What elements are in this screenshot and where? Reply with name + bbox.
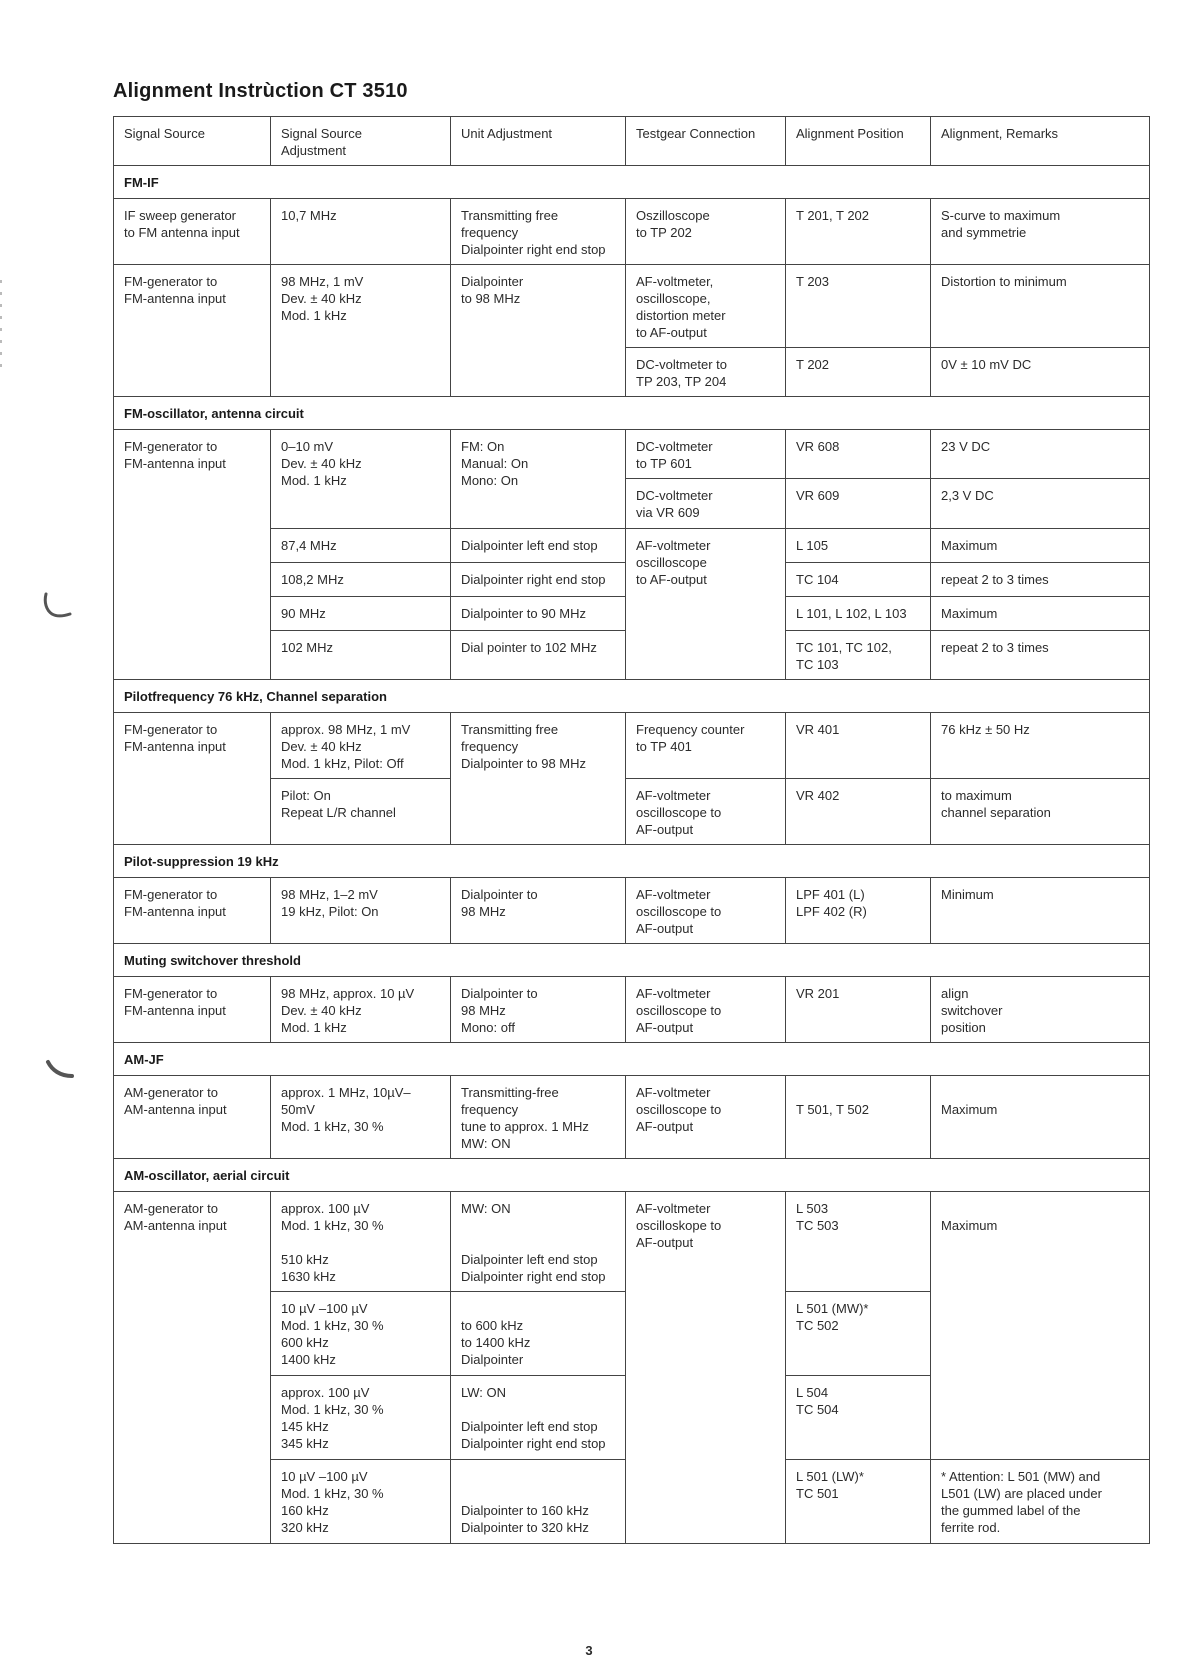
section-title-am-jf: AM-JF [114, 1043, 1150, 1076]
col-header-signal-source: Signal Source [114, 117, 271, 166]
col-header-unit-adjustment: Unit Adjustment [451, 117, 626, 166]
cell-source-adjustment: Pilot: On Repeat L/R channel [271, 779, 451, 845]
section-title-pilot-frequency: Pilotfrequency 76 kHz, Channel separation [114, 680, 1150, 713]
col-header-alignment-position: Alignment Position [786, 117, 931, 166]
cell-signal-source: FM-generator to FM-antenna input [114, 977, 271, 1043]
cell-source-adjustment: 10 µV –100 µV Mod. 1 kHz, 30 % 160 kHz 320 kHz [271, 1460, 451, 1544]
cell-position: TC 101, TC 102, TC 103 [786, 631, 931, 680]
cell-source-adjustment: approx. 100 µV Mod. 1 kHz, 30 % 510 kHz 1630 kHz [271, 1192, 451, 1292]
cell-position: TC 104 [786, 563, 931, 597]
cell-source-adjustment: 98 MHz, 1 mV Dev. ± 40 kHz Mod. 1 kHz [271, 265, 451, 397]
cell-source-adjustment: 87,4 MHz [271, 529, 451, 563]
cell-signal-source: FM-generator to FM-antenna input [114, 878, 271, 944]
table-row [114, 878, 1150, 944]
cell-unit-adjustment: Dialpointer to 98 MHz [451, 265, 626, 397]
cell-source-adjustment: 108,2 MHz [271, 563, 451, 597]
cell-testgear: AF-voltmeter oscilloskope to AF-output [626, 1192, 786, 1544]
page-number: 3 [585, 1643, 593, 1658]
cell-source-adjustment: 98 MHz, approx. 10 µV Dev. ± 40 kHz Mod. 1 kHz [271, 977, 451, 1043]
table-header-row [114, 117, 1150, 166]
cell-unit-adjustment: Dialpointer to 90 MHz [451, 597, 626, 631]
table-row [114, 1192, 1150, 1292]
cell-unit-adjustment: Dial pointer to 102 MHz [451, 631, 626, 680]
cell-signal-source: AM-generator to AM-antenna input [114, 1192, 271, 1544]
cell-signal-source: FM-generator to FM-antenna input [114, 713, 271, 845]
table-row [114, 1076, 1150, 1159]
cell-testgear: AF-voltmeter oscilloscope to AF-output [626, 1076, 786, 1159]
cell-unit-adjustment: FM: On Manual: On Mono: On [451, 430, 626, 529]
cell-remarks: repeat 2 to 3 times [931, 631, 1150, 680]
cell-signal-source: IF sweep generator to FM antenna input [114, 199, 271, 265]
cell-remarks: Maximum [931, 1076, 1150, 1159]
section-title-muting: Muting switchover threshold [114, 944, 1150, 977]
cell-position: L 501 (LW)* TC 501 [786, 1460, 931, 1544]
alignment-table [113, 116, 1150, 1544]
cell-position: VR 608 [786, 430, 931, 479]
cell-position: VR 401 [786, 713, 931, 779]
cell-remarks: Minimum [931, 878, 1150, 944]
cell-source-adjustment: 10,7 MHz [271, 199, 451, 265]
table-row [114, 713, 1150, 779]
cell-position: L 504 TC 504 [786, 1376, 931, 1460]
cell-remarks: 23 V DC [931, 430, 1150, 479]
cell-unit-adjustment: Dialpointer right end stop [451, 563, 626, 597]
cell-testgear: Oszilloscope to TP 202 [626, 199, 786, 265]
cell-position: VR 609 [786, 479, 931, 529]
cell-position: L 503 TC 503 [786, 1192, 931, 1292]
cell-unit-adjustment: Dialpointer to 160 kHz Dialpointer to 320 kHz [451, 1460, 626, 1544]
cell-remarks: repeat 2 to 3 times [931, 563, 1150, 597]
cell-unit-adjustment: Dialpointer to 98 MHz Mono: off [451, 977, 626, 1043]
section-row [114, 944, 1150, 977]
cell-remarks: Distortion to minimum [931, 265, 1150, 348]
cell-remarks: 0V ± 10 mV DC [931, 348, 1150, 397]
section-title-fm-if: FM-IF [114, 166, 1150, 199]
cell-remarks: S-curve to maximum and symmetrie [931, 199, 1150, 265]
cell-position: L 105 [786, 529, 931, 563]
section-row [114, 845, 1150, 878]
section-title-fm-oscillator: FM-oscillator, antenna circuit [114, 397, 1150, 430]
cell-position: VR 402 [786, 779, 931, 845]
cell-signal-source: FM-generator to FM-antenna input [114, 265, 271, 397]
cell-unit-adjustment: Dialpointer to 98 MHz [451, 878, 626, 944]
cell-position: T 501, T 502 [786, 1076, 931, 1159]
cell-position: VR 201 [786, 977, 931, 1043]
table-row [114, 265, 1150, 348]
cell-testgear: AF-voltmeter oscilloscope to AF-output [626, 977, 786, 1043]
cell-source-adjustment: approx. 1 MHz, 10µV–50mV Mod. 1 kHz, 30 % [271, 1076, 451, 1159]
cell-testgear: AF-voltmeter oscilloscope to AF-output [626, 878, 786, 944]
cell-position: T 203 [786, 265, 931, 348]
section-title-am-oscillator: AM-oscillator, aerial circuit [114, 1159, 1150, 1192]
cell-position: L 501 (MW)* TC 502 [786, 1292, 931, 1376]
table-row [114, 199, 1150, 265]
cell-remarks: Maximum [931, 529, 1150, 563]
cell-unit-adjustment: Transmitting-free frequency tune to approx. 1 MHz MW: ON [451, 1076, 626, 1159]
table-row [114, 977, 1150, 1043]
cell-remarks: 2,3 V DC [931, 479, 1150, 529]
cell-unit-adjustment: to 600 kHz to 1400 kHz Dialpointer [451, 1292, 626, 1376]
col-header-remarks: Alignment, Remarks [931, 117, 1150, 166]
cell-unit-adjustment: MW: ON Dialpointer left end stop Dialpointer right end stop [451, 1192, 626, 1292]
cell-testgear: AF-voltmeter oscilloscope to AF-output [626, 529, 786, 680]
section-row [114, 397, 1150, 430]
cell-unit-adjustment: Transmitting free frequency Dialpointer right end stop [451, 199, 626, 265]
cell-remarks: align switchover position [931, 977, 1150, 1043]
table-row [114, 430, 1150, 479]
cell-source-adjustment: 98 MHz, 1–2 mV 19 kHz, Pilot: On [271, 878, 451, 944]
cell-testgear: AF-voltmeter, oscilloscope, distortion meter to AF-output [626, 265, 786, 348]
cell-source-adjustment: approx. 100 µV Mod. 1 kHz, 30 % 145 kHz 345 kHz [271, 1376, 451, 1460]
cell-testgear: DC-voltmeter to TP 601 [626, 430, 786, 479]
cell-unit-adjustment: Dialpointer left end stop [451, 529, 626, 563]
cell-source-adjustment: 102 MHz [271, 631, 451, 680]
section-title-pilot-suppression: Pilot-suppression 19 kHz [114, 845, 1150, 878]
cell-unit-adjustment: Transmitting free frequency Dialpointer to 98 MHz [451, 713, 626, 845]
cell-remarks: Maximum [931, 1192, 1150, 1460]
cell-remarks: * Attention: L 501 (MW) and L501 (LW) are placed under the gummed label of the ferrite rod. [931, 1460, 1150, 1544]
cell-source-adjustment: approx. 98 MHz, 1 mV Dev. ± 40 kHz Mod. 1 kHz, Pilot: Off [271, 713, 451, 779]
col-header-source-adjustment: Signal Source Adjustment [271, 117, 451, 166]
cell-testgear: DC-voltmeter to TP 203, TP 204 [626, 348, 786, 397]
cell-source-adjustment: 90 MHz [271, 597, 451, 631]
punch-hole-mark [44, 1058, 74, 1080]
cell-position: LPF 401 (L) LPF 402 (R) [786, 878, 931, 944]
cell-testgear: AF-voltmeter oscilloscope to AF-output [626, 779, 786, 845]
punch-hole-mark [40, 592, 72, 620]
page-title: Alignment Instrùction CT 3510 [113, 80, 408, 102]
cell-position: L 101, L 102, L 103 [786, 597, 931, 631]
col-header-testgear-connection: Testgear Connection [626, 117, 786, 166]
cell-signal-source: AM-generator to AM-antenna input [114, 1076, 271, 1159]
cell-source-adjustment: 10 µV –100 µV Mod. 1 kHz, 30 % 600 kHz 1400 kHz [271, 1292, 451, 1376]
cell-position: T 201, T 202 [786, 199, 931, 265]
cell-testgear: Frequency counter to TP 401 [626, 713, 786, 779]
scan-edge-marks [0, 280, 2, 370]
cell-remarks: to maximum channel separation [931, 779, 1150, 845]
section-row [114, 680, 1150, 713]
section-row [114, 1159, 1150, 1192]
cell-position: T 202 [786, 348, 931, 397]
section-row [114, 1043, 1150, 1076]
cell-remarks: 76 kHz ± 50 Hz [931, 713, 1150, 779]
section-row [114, 166, 1150, 199]
cell-testgear: DC-voltmeter via VR 609 [626, 479, 786, 529]
cell-signal-source: FM-generator to FM-antenna input [114, 430, 271, 680]
cell-unit-adjustment: LW: ON Dialpointer left end stop Dialpointer right end stop [451, 1376, 626, 1460]
cell-remarks: Maximum [931, 597, 1150, 631]
cell-source-adjustment: 0–10 mV Dev. ± 40 kHz Mod. 1 kHz [271, 430, 451, 529]
